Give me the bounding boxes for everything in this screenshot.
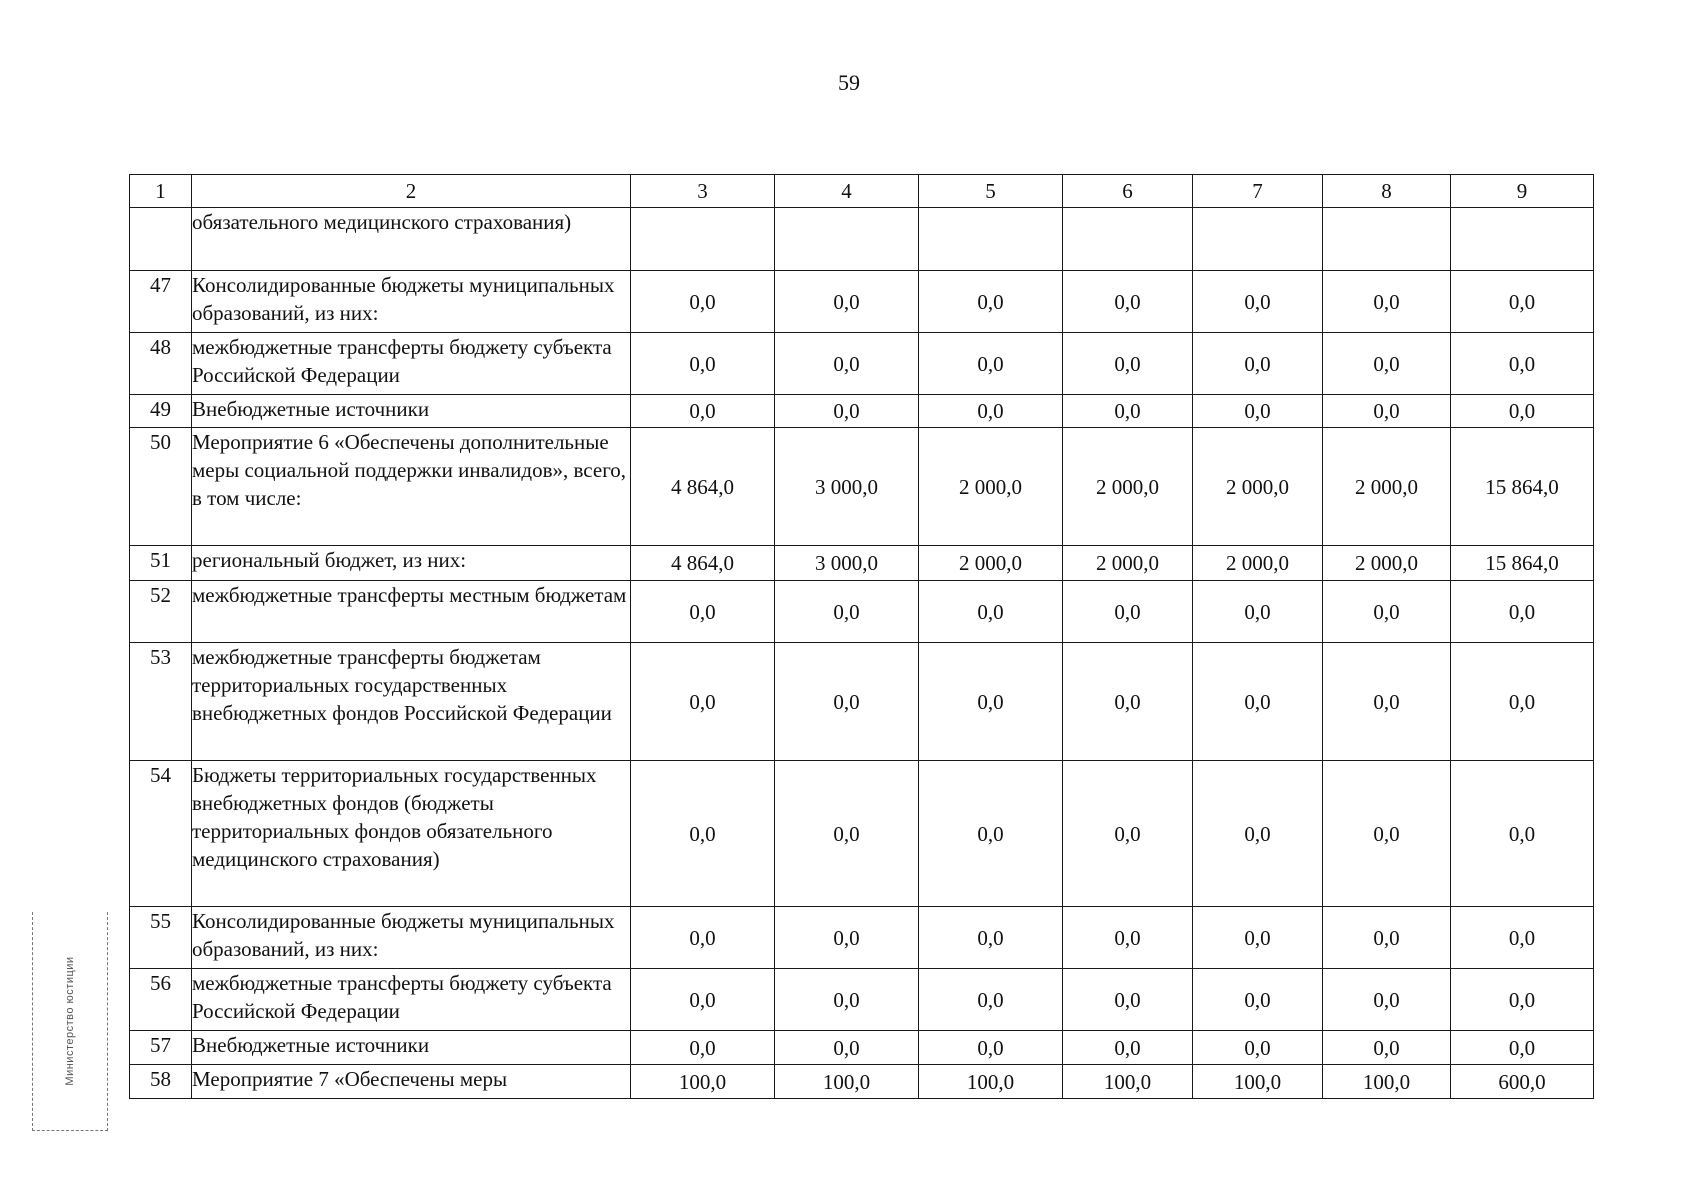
table-row <box>130 907 1594 969</box>
value-cell: 0,0 <box>631 761 775 907</box>
row-number: 54 <box>130 761 192 907</box>
value-cell: 0,0 <box>1193 907 1323 969</box>
value-cell <box>1451 208 1594 271</box>
value-cell: 100,0 <box>1063 1065 1193 1099</box>
value-cell: 0,0 <box>631 969 775 1031</box>
table-row <box>130 428 1594 546</box>
value-cell <box>631 208 775 271</box>
value-cell: 0,0 <box>1063 581 1193 643</box>
value-cell: 0,0 <box>1323 969 1451 1031</box>
value-cell: 0,0 <box>1063 761 1193 907</box>
row-number: 57 <box>130 1031 192 1065</box>
value-cell <box>1193 208 1323 271</box>
value-cell: 100,0 <box>1323 1065 1451 1099</box>
value-cell: 0,0 <box>1323 643 1451 761</box>
row-number <box>130 208 192 271</box>
column-header: 7 <box>1193 175 1323 208</box>
row-number: 49 <box>130 395 192 428</box>
value-cell: 3 000,0 <box>775 428 919 546</box>
value-cell: 0,0 <box>1451 395 1594 428</box>
value-cell: 0,0 <box>1193 581 1323 643</box>
table-row <box>130 643 1594 761</box>
table-row <box>130 208 1594 271</box>
value-cell: 0,0 <box>631 1031 775 1065</box>
column-header: 4 <box>775 175 919 208</box>
row-name: Бюджеты территориальных государственных внебюджетных фондов (бюджеты территориальных фондов обязательного медицинского страхования) <box>192 761 631 907</box>
row-number: 55 <box>130 907 192 969</box>
value-cell: 0,0 <box>631 271 775 333</box>
value-cell: 4 864,0 <box>631 428 775 546</box>
value-cell: 0,0 <box>1451 969 1594 1031</box>
row-name: обязательного медицинского страхования) <box>192 208 631 271</box>
table-row <box>130 581 1594 643</box>
page-number: 59 <box>838 70 860 95</box>
value-cell: 0,0 <box>1451 271 1594 333</box>
value-cell <box>775 208 919 271</box>
value-cell <box>1323 208 1451 271</box>
row-number: 48 <box>130 333 192 395</box>
value-cell: 100,0 <box>775 1065 919 1099</box>
column-header: 2 <box>192 175 631 208</box>
value-cell: 0,0 <box>775 271 919 333</box>
row-name: Мероприятие 6 «Обеспечены дополнительные меры социальной поддержки инвалидов», всего, в том числе: <box>192 428 631 546</box>
value-cell: 0,0 <box>1323 907 1451 969</box>
value-cell: 0,0 <box>919 333 1063 395</box>
row-name: Внебюджетные источники <box>192 395 631 428</box>
value-cell: 0,0 <box>1451 1031 1594 1065</box>
table-header-row <box>130 175 1594 208</box>
value-cell: 2 000,0 <box>919 546 1063 581</box>
value-cell: 0,0 <box>1063 1031 1193 1065</box>
column-header: 1 <box>130 175 192 208</box>
column-header: 5 <box>919 175 1063 208</box>
value-cell: 2 000,0 <box>1323 546 1451 581</box>
value-cell: 0,0 <box>1063 907 1193 969</box>
value-cell: 0,0 <box>1323 1031 1451 1065</box>
table-row <box>130 969 1594 1031</box>
value-cell: 2 000,0 <box>1063 546 1193 581</box>
value-cell: 0,0 <box>1451 907 1594 969</box>
value-cell: 0,0 <box>919 395 1063 428</box>
column-header: 3 <box>631 175 775 208</box>
value-cell <box>1063 208 1193 271</box>
value-cell: 0,0 <box>1193 761 1323 907</box>
value-cell: 0,0 <box>1193 395 1323 428</box>
value-cell: 2 000,0 <box>1063 428 1193 546</box>
value-cell: 2 000,0 <box>1323 428 1451 546</box>
table-row <box>130 271 1594 333</box>
value-cell: 0,0 <box>775 581 919 643</box>
value-cell: 0,0 <box>775 333 919 395</box>
column-header: 6 <box>1063 175 1193 208</box>
row-number: 50 <box>130 428 192 546</box>
budget-table <box>129 174 1594 1099</box>
value-cell: 0,0 <box>1063 271 1193 333</box>
value-cell: 0,0 <box>775 907 919 969</box>
value-cell: 0,0 <box>1063 969 1193 1031</box>
row-name: межбюджетные трансферты местным бюджетам <box>192 581 631 643</box>
value-cell: 0,0 <box>1193 1031 1323 1065</box>
value-cell: 0,0 <box>1063 643 1193 761</box>
value-cell: 0,0 <box>631 581 775 643</box>
value-cell: 0,0 <box>919 581 1063 643</box>
table-row <box>130 761 1594 907</box>
row-name: региональный бюджет, из них: <box>192 546 631 581</box>
table-row <box>130 395 1594 428</box>
row-number: 56 <box>130 969 192 1031</box>
value-cell: 3 000,0 <box>775 546 919 581</box>
row-number: 51 <box>130 546 192 581</box>
value-cell: 0,0 <box>1323 581 1451 643</box>
value-cell: 0,0 <box>1451 761 1594 907</box>
value-cell: 0,0 <box>1193 333 1323 395</box>
value-cell: 0,0 <box>919 969 1063 1031</box>
value-cell: 0,0 <box>1323 761 1451 907</box>
value-cell: 100,0 <box>919 1065 1063 1099</box>
value-cell: 0,0 <box>775 1031 919 1065</box>
value-cell: 0,0 <box>631 395 775 428</box>
value-cell: 15 864,0 <box>1451 428 1594 546</box>
value-cell: 0,0 <box>631 643 775 761</box>
value-cell: 0,0 <box>1323 395 1451 428</box>
row-number: 47 <box>130 271 192 333</box>
row-name: межбюджетные трансферты бюджетам территориальных государственных внебюджетных фондов Российской Федерации <box>192 643 631 761</box>
value-cell: 2 000,0 <box>1193 428 1323 546</box>
row-name: Консолидированные бюджеты муниципальных образований, из них: <box>192 271 631 333</box>
value-cell: 0,0 <box>1451 333 1594 395</box>
value-cell: 0,0 <box>775 761 919 907</box>
value-cell: 0,0 <box>1063 333 1193 395</box>
value-cell: 0,0 <box>1063 395 1193 428</box>
value-cell: 0,0 <box>1451 643 1594 761</box>
row-name: Внебюджетные источники <box>192 1031 631 1065</box>
table-row <box>130 546 1594 581</box>
value-cell: 2 000,0 <box>919 428 1063 546</box>
table-row <box>130 1065 1594 1099</box>
value-cell: 0,0 <box>919 761 1063 907</box>
value-cell: 15 864,0 <box>1451 546 1594 581</box>
value-cell: 0,0 <box>775 395 919 428</box>
value-cell: 600,0 <box>1451 1065 1594 1099</box>
value-cell: 100,0 <box>631 1065 775 1099</box>
value-cell: 0,0 <box>631 907 775 969</box>
value-cell: 4 864,0 <box>631 546 775 581</box>
table-row <box>130 333 1594 395</box>
value-cell: 0,0 <box>919 643 1063 761</box>
value-cell: 0,0 <box>919 1031 1063 1065</box>
row-number: 52 <box>130 581 192 643</box>
row-name: Мероприятие 7 «Обеспечены меры <box>192 1065 631 1099</box>
stamp-text: Министерство юстиции <box>64 956 76 1086</box>
value-cell: 0,0 <box>919 907 1063 969</box>
value-cell: 0,0 <box>1451 581 1594 643</box>
row-name: межбюджетные трансферты бюджету субъекта Российской Федерации <box>192 333 631 395</box>
side-stamp <box>32 912 108 1131</box>
row-number: 53 <box>130 643 192 761</box>
row-number: 58 <box>130 1065 192 1099</box>
value-cell: 0,0 <box>775 969 919 1031</box>
value-cell: 0,0 <box>919 271 1063 333</box>
value-cell: 0,0 <box>1323 333 1451 395</box>
value-cell: 0,0 <box>1193 969 1323 1031</box>
value-cell: 0,0 <box>1193 643 1323 761</box>
value-cell: 0,0 <box>1323 271 1451 333</box>
column-header: 8 <box>1323 175 1451 208</box>
value-cell: 2 000,0 <box>1193 546 1323 581</box>
value-cell: 0,0 <box>775 643 919 761</box>
value-cell <box>919 208 1063 271</box>
column-header: 9 <box>1451 175 1594 208</box>
value-cell: 0,0 <box>1193 271 1323 333</box>
row-name: Консолидированные бюджеты муниципальных образований, из них: <box>192 907 631 969</box>
table-row <box>130 1031 1594 1065</box>
value-cell: 0,0 <box>631 333 775 395</box>
row-name: межбюджетные трансферты бюджету субъекта Российской Федерации <box>192 969 631 1031</box>
value-cell: 100,0 <box>1193 1065 1323 1099</box>
